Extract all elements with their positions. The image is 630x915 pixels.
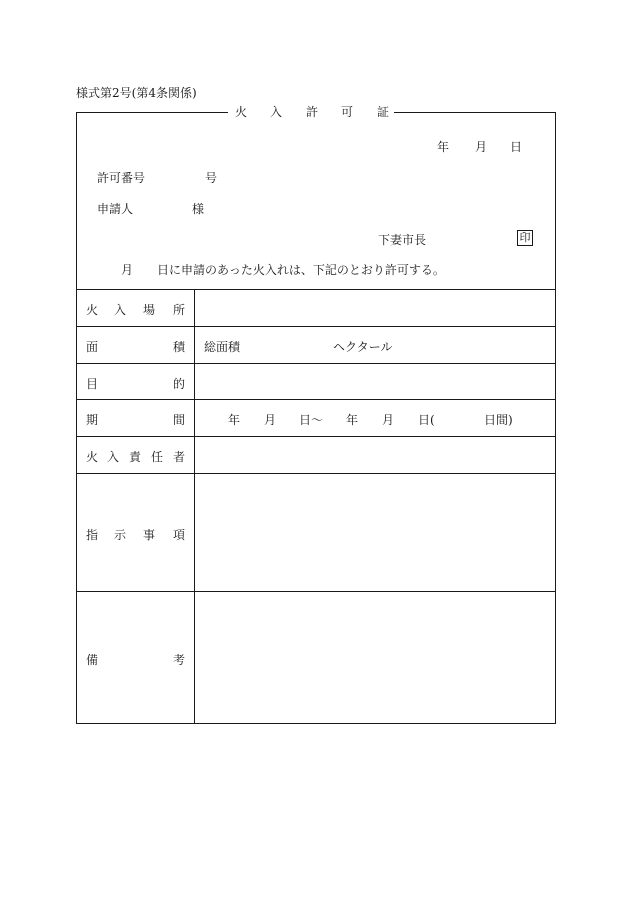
title-char: 入 (270, 105, 283, 119)
row-divider (76, 591, 556, 592)
applicant-suffix: 様 (192, 202, 205, 216)
period-end-year: 年 (346, 413, 359, 427)
row-divider (76, 289, 556, 290)
label-remarks: 備 (86, 653, 99, 667)
row-divider (76, 363, 556, 364)
label-instructions: 項 (173, 528, 186, 542)
label-responsible: 任 (151, 450, 164, 464)
label-area: 積 (173, 340, 186, 354)
row-divider (76, 399, 556, 400)
permit-number-label: 許可番号 (97, 171, 146, 185)
date-day: 日 (510, 140, 523, 154)
label-instructions: 指 (86, 528, 99, 542)
label-instructions: 事 (143, 528, 156, 542)
label-fire-place: 所 (173, 303, 186, 317)
row-divider (76, 473, 556, 474)
label-fire-place: 入 (114, 303, 127, 317)
statement-month: 月 (121, 263, 134, 277)
label-remarks: 考 (173, 653, 186, 667)
label-area: 面 (86, 340, 99, 354)
total-area-prefix: 総面積 (204, 340, 241, 354)
label-fire-place: 火 (86, 303, 99, 317)
title-char: 証 (377, 105, 390, 119)
label-period: 間 (173, 413, 186, 427)
label-responsible: 火 (86, 450, 99, 464)
label-purpose: 目 (86, 377, 99, 391)
title-char: 可 (341, 105, 354, 119)
column-divider (194, 289, 195, 723)
period-end-month: 月 (382, 413, 395, 427)
period-end-day: 日( (418, 413, 435, 427)
statement-text: 日に申請のあった火入れは、下記のとおり許可する。 (157, 263, 445, 277)
permit-number-suffix: 号 (205, 171, 218, 185)
applicant-label: 申請人 (97, 202, 134, 216)
label-responsible: 責 (129, 450, 142, 464)
seal-mark: 印 (517, 230, 533, 246)
label-fire-place: 場 (143, 303, 156, 317)
date-year: 年 (437, 140, 450, 154)
label-responsible: 入 (107, 450, 120, 464)
issuer-name: 下妻市長 (378, 233, 427, 247)
period-start-month: 月 (264, 413, 277, 427)
label-purpose: 的 (173, 377, 186, 391)
row-divider (76, 436, 556, 437)
label-period: 期 (86, 413, 99, 427)
row-divider (76, 326, 556, 327)
form-number: 様式第2号(第4条関係) (76, 86, 197, 100)
period-start-year: 年 (228, 413, 241, 427)
title-char: 許 (306, 105, 319, 119)
period-days: 日間) (484, 413, 513, 427)
hectare-unit: ヘクタール (333, 340, 393, 354)
period-start-day: 日〜 (299, 413, 324, 427)
label-responsible: 者 (173, 450, 186, 464)
title-char: 火 (235, 105, 248, 119)
date-month: 月 (475, 140, 488, 154)
label-instructions: 示 (114, 528, 127, 542)
